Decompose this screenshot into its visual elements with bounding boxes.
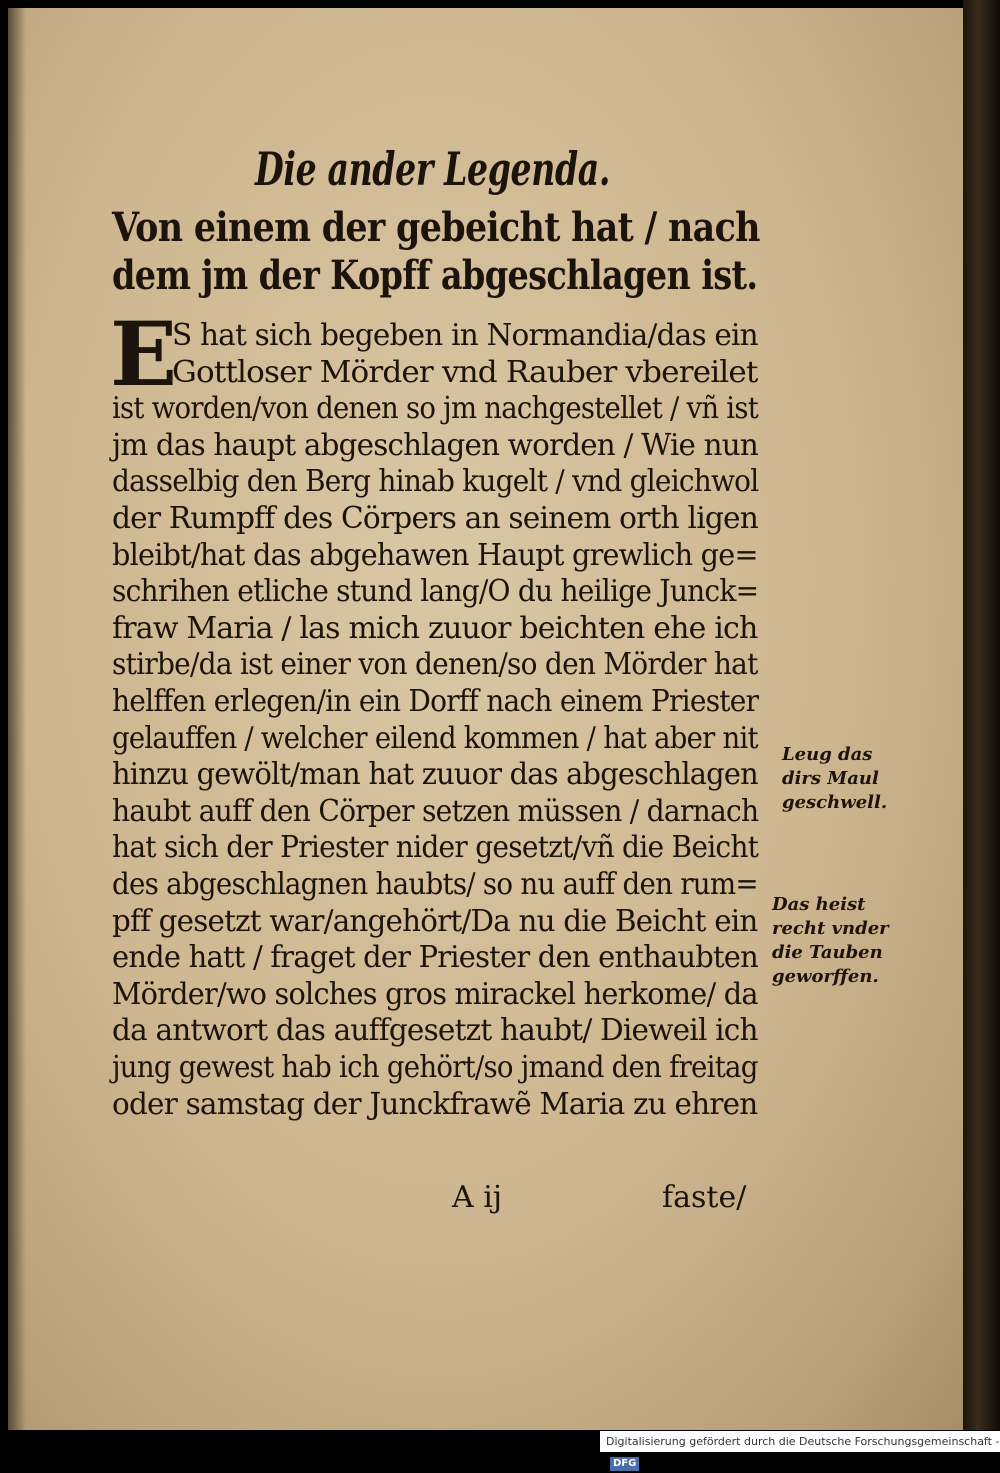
margin-note-2-line: die Tauben bbox=[772, 942, 883, 963]
footer-text: Digitalisierung gefördert durch die Deutsche Forschungsgemeinschaft - bbox=[606, 1435, 1000, 1448]
body-line: hinzu gewölt/man hat zuuor das abgeschlagen bbox=[112, 757, 758, 792]
body-line: haubt auff den Cörper setzen müssen / darnach bbox=[112, 793, 759, 828]
body-line: Mörder/wo solches gros mirackel herkome/ da bbox=[112, 976, 758, 1011]
body-line: Gottloser Mörder vnd Rauber vbereilet bbox=[172, 354, 758, 389]
margin-note-2-line: geworffen. bbox=[772, 966, 879, 987]
body-line: fraw Maria / las mich zuuor beichten ehe ich bbox=[112, 610, 758, 645]
body-line: stirbe/da ist einer von denen/so den Mörder hat bbox=[112, 647, 758, 682]
body-line: helffen erlegen/in ein Dorff nach einem Priester bbox=[112, 684, 759, 718]
dfg-logo: DFG bbox=[610, 1457, 639, 1471]
margin-note-1-line: dirs Maul bbox=[782, 768, 879, 789]
drop-cap-initial: E bbox=[110, 302, 178, 406]
body-line: der Rumpff des Cörpers an seinem orth ligen bbox=[112, 501, 759, 535]
body-line: oder samstag der Junckfrawẽ Maria zu ehren bbox=[112, 1086, 758, 1121]
margin-note-2-line: recht vnder bbox=[772, 918, 889, 939]
margin-note-1-line: Leug das bbox=[782, 744, 873, 765]
body-line: ist worden/von denen so jm nachgestellet / vñ ist bbox=[112, 391, 758, 426]
body-line: bleibt/hat das abgehawen Haupt grewlich ge= bbox=[112, 537, 758, 572]
book-spine bbox=[963, 0, 1000, 1430]
signature-mark: A ij bbox=[452, 1180, 503, 1215]
margin-note-2 bbox=[772, 893, 889, 989]
body-line: gelauffen / welcher eilend kommen / hat aber nit bbox=[112, 720, 758, 755]
body-line: da antwort das auffgesetzt haubt/ Dieweil ich bbox=[112, 1013, 758, 1048]
body-line: des abgeschlagnen haubts/ so nu auff den rum= bbox=[112, 867, 758, 901]
body-line: S hat sich begeben in Normandia/das ein bbox=[172, 318, 758, 352]
body-line: hat sich der Priester nider gesetzt/vñ die Beicht bbox=[112, 830, 759, 865]
subtitle-line-1: Von einem der gebeicht hat / nach bbox=[112, 204, 760, 251]
digitization-footer bbox=[600, 1431, 1000, 1469]
margin-note-1 bbox=[782, 743, 887, 815]
body-line: jung gewest hab ich gehört/so jmand den freitag bbox=[112, 1050, 758, 1084]
body-line: dasselbig den Berg hinab kugelt / vnd gleichwol bbox=[112, 464, 759, 499]
catchword: faste/ bbox=[662, 1180, 747, 1215]
body-line: jm das haupt abgeschlagen worden / Wie nun bbox=[112, 427, 759, 462]
section-title: Die ander Legenda. bbox=[255, 142, 611, 196]
body-line: ende hatt / fraget der Priester den enthaubten bbox=[112, 940, 758, 975]
body-line: pff gesetzt war/angehört/Da nu die Beicht ein bbox=[112, 903, 758, 938]
margin-note-2-line: Das heist bbox=[772, 894, 866, 915]
body-line: schrihen etliche stund lang/O du heilige Junck= bbox=[112, 574, 759, 609]
subtitle-line-2: dem jm der Kopff abgeschlagen ist. bbox=[112, 252, 758, 299]
margin-note-1-line: geschwell. bbox=[782, 792, 888, 813]
